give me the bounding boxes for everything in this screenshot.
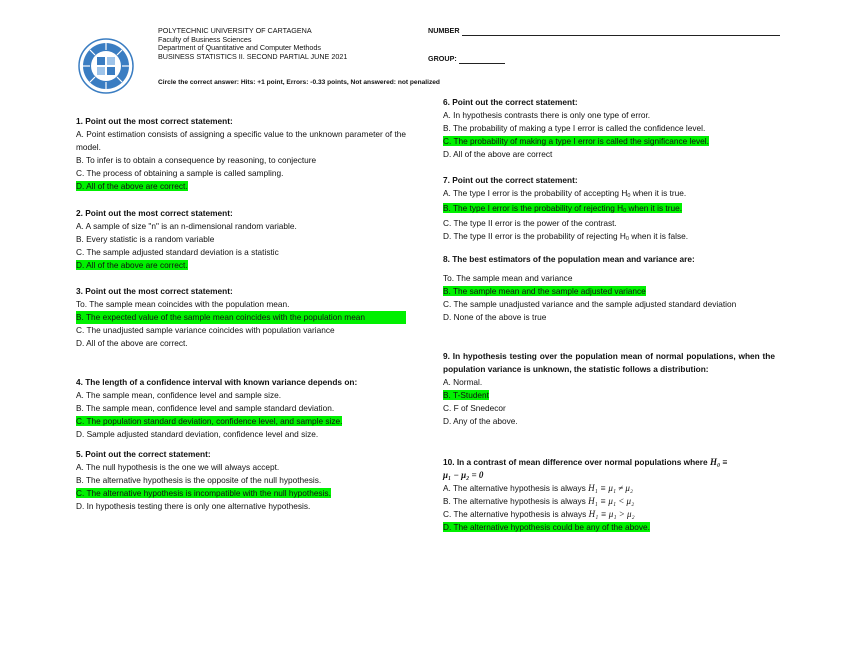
number-line <box>462 35 780 36</box>
option-b-correct[interactable]: B. The expected value of the sample mean coincides with the population mean <box>76 311 406 324</box>
instructions: Circle the correct answer: Hits: +1 point, Errors: -0.33 points, Not answered: not penalized <box>158 79 440 86</box>
department-name: Department of Quantitative and Computer Methods <box>158 43 322 53</box>
option-c[interactable]: C. The sample adjusted standard deviation is a statistic <box>76 246 279 257</box>
option-d[interactable]: D. The type II error is the probability of rejecting H0 when it is false. <box>443 230 689 243</box>
number-field <box>428 27 780 36</box>
group-line <box>459 63 505 64</box>
group-label: GROUP: <box>428 54 457 63</box>
option-c[interactable]: C. The sample unadjusted variance and the sample adjusted standard deviation <box>443 298 737 309</box>
option-c-correct[interactable]: C. The population standard deviation, confidence level, and sample size. <box>76 415 343 426</box>
question-title: 6. Point out the correct statement: <box>443 97 578 107</box>
option-d[interactable]: D. Sample adjusted standard deviation, confidence level and size. <box>76 428 319 439</box>
option-b-correct[interactable]: B. T-Student <box>443 389 489 400</box>
question-title: 2. Point out the most correct statement: <box>76 208 233 218</box>
option-c[interactable]: C. The alternative hypothesis is always H₁ ≡ μ₁ > μ₂ <box>443 508 635 519</box>
question-7 <box>443 174 775 245</box>
option-a[interactable]: A. The type I error is the probability of accepting H0 when it is true. <box>443 187 687 200</box>
question-3 <box>76 285 406 350</box>
question-2 <box>76 207 406 272</box>
option-b[interactable]: B. To infer is to obtain a consequence by reasoning, to conjecture <box>76 154 317 165</box>
option-a[interactable]: A. The alternative hypothesis is always H₁ ≡ μ₁ ≠ μ₂ <box>443 482 634 493</box>
option-b[interactable]: B. The alternative hypothesis is always H₁ ≡ μ₁ < μ₂ <box>443 495 635 506</box>
question-6 <box>443 96 775 161</box>
number-label: NUMBER <box>428 26 460 35</box>
course-title: BUSINESS STATISTICS II. SECOND PARTIAL JUNE 2021 <box>158 51 348 61</box>
option-a[interactable]: To. The sample mean and variance <box>443 272 573 283</box>
option-b-correct[interactable]: B. The sample mean and the sample adjusted variance <box>443 285 646 296</box>
university-name: POLYTECHNIC UNIVERSITY OF CARTAGENA <box>158 26 312 35</box>
option-c-correct[interactable]: C. The probability of making a type I error is called the significance level. <box>443 135 709 146</box>
option-a[interactable]: A. A sample of size "n" is an n-dimensional random variable. <box>76 220 297 231</box>
question-5 <box>76 448 406 513</box>
question-title: 8. The best estimators of the population mean and variance are: <box>443 254 695 264</box>
option-b[interactable]: B. Every statistic is a random variable <box>76 233 215 244</box>
faculty-name: Faculty of Business Sciences <box>158 34 252 44</box>
header-block <box>158 27 347 61</box>
question-title-cont: μ₁ − μ₂ = 0 <box>443 469 484 480</box>
question-title: 1. Point out the most correct statement: <box>76 116 233 126</box>
option-b-correct[interactable]: B. The type I error is the probability of rejecting H0 when it is true. <box>443 202 683 215</box>
option-d-correct[interactable]: D. All of the above are correct. <box>76 180 188 191</box>
question-title: 7. Point out the correct statement: <box>443 175 578 185</box>
option-b[interactable]: B. The sample mean, confidence level and sample standard deviation. <box>76 402 335 413</box>
question-10 <box>443 456 775 533</box>
option-a[interactable]: To. The sample mean coincides with the population mean. <box>76 298 290 309</box>
option-d-correct[interactable]: D. All of the above are correct. <box>76 259 188 270</box>
question-9 <box>443 350 775 427</box>
option-d[interactable]: D. All of the above are correct. <box>76 337 188 348</box>
option-b[interactable]: B. The probability of making a type I error is called the confidence level. <box>443 122 706 133</box>
question-1 <box>76 115 406 192</box>
question-title: 4. The length of a confidence interval with known variance depends on: <box>76 377 358 387</box>
option-d[interactable]: D. In hypothesis testing there is only one alternative hypothesis. <box>76 500 311 511</box>
option-a[interactable]: A. In hypothesis contrasts there is only one type of error. <box>443 109 651 120</box>
university-logo <box>78 38 134 94</box>
option-a[interactable]: A. Point estimation consists of assigning a specific value to the unknown parameter of the model. <box>76 128 406 152</box>
option-d-correct[interactable]: D. The alternative hypothesis could be any of the above. <box>443 521 650 532</box>
option-c[interactable]: C. F of Snedecor <box>443 402 506 413</box>
option-c-correct[interactable]: C. The alternative hypothesis is incompatible with the null hypothesis. <box>76 487 331 498</box>
option-a[interactable]: A. The null hypothesis is the one we will always accept. <box>76 461 280 472</box>
question-title: 5. Point out the correct statement: <box>76 449 211 459</box>
option-d[interactable]: D. All of the above are correct <box>443 148 553 159</box>
option-d[interactable]: D. Any of the above. <box>443 415 518 426</box>
question-title: 9. In hypothesis testing over the population mean of normal populations, when the population variance is unknown, the statistic follows a distribution: <box>443 351 775 374</box>
option-c[interactable]: C. The type II error is the power of the contrast. <box>443 217 617 228</box>
option-d[interactable]: D. None of the above is true <box>443 311 547 322</box>
question-title: 10. In a contrast of mean difference over normal populations where H₀ ≡ <box>443 457 728 467</box>
group-field <box>428 55 505 64</box>
option-c[interactable]: C. The unadjusted sample variance coincides with population variance <box>76 324 335 335</box>
option-b[interactable]: B. The alternative hypothesis is the opposite of the null hypothesis. <box>76 474 322 485</box>
question-title: 3. Point out the most correct statement: <box>76 286 233 296</box>
question-8 <box>443 253 775 324</box>
question-4 <box>76 376 406 441</box>
option-a[interactable]: A. The sample mean, confidence level and sample size. <box>76 389 282 400</box>
option-c[interactable]: C. The process of obtaining a sample is called sampling. <box>76 167 284 178</box>
option-a[interactable]: A. Normal. <box>443 376 483 387</box>
